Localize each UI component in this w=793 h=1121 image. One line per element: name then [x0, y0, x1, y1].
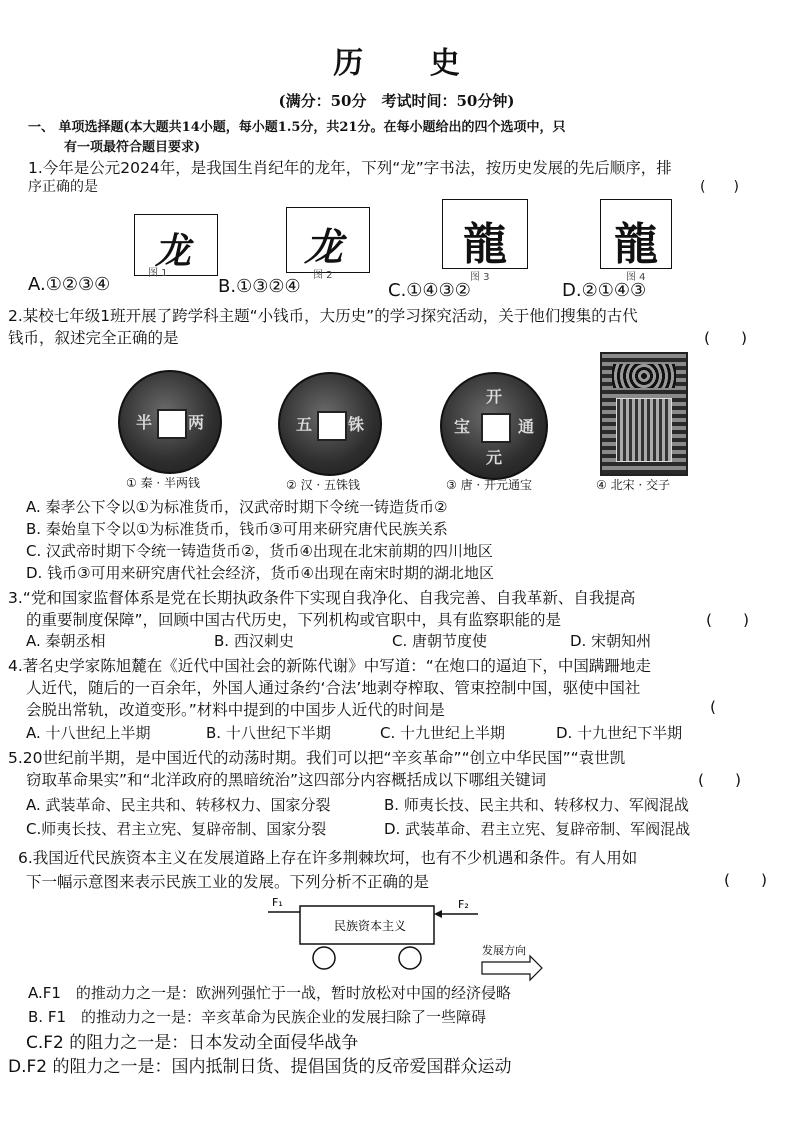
diagram-f1-label: F₁ — [272, 896, 283, 909]
q1-answer-paren: ( ) — [700, 179, 739, 195]
q2-option-b[interactable]: B. 秦始皇下令以①为标准货币，钱币③可用来研究唐代民族关系 — [26, 520, 448, 538]
section-heading-line2: 有一项最符合题目要求) — [64, 140, 201, 155]
diagram-direction-label: 发展方向 — [482, 944, 526, 957]
q6-option-a[interactable]: A.F1 的推动力之一是：欧洲列强忙于一战，暂时放松对中国的经济侵略 — [28, 984, 511, 1002]
q3-option-d[interactable]: D. 宋朝知州 — [570, 632, 652, 650]
coin-banliang-image: 半 两 — [118, 370, 222, 474]
q2-stem-line1: 2.某校七年级1班开展了跨学科主题“小钱币，大历史”的学习探究活动，关于他们搜集的古代 — [8, 307, 638, 325]
q4-stem-line2: 人近代，随后的一百余年，外国人通过条约‘合法’地剥夺榨取、管束控制中国，驱使中国社 — [26, 679, 641, 697]
q3-option-b[interactable]: B. 西汉刺史 — [214, 632, 294, 650]
q2-option-d[interactable]: D. 钱币③可用来研究唐代社会经济，货币④出现在南宋时期的湖北地区 — [26, 564, 494, 582]
q2-option-c[interactable]: C. 汉武帝时期下令统一铸造货币②，货币④出现在北宋前期的四川地区 — [26, 542, 493, 560]
coin-caption-3: ③ 唐 · 开元通宝 — [446, 478, 533, 492]
q1-stem-line2: 序正确的是 — [28, 179, 98, 195]
coin-wuzhu-image: 五 铢 — [278, 372, 382, 476]
q1-figure-4-caption: 图 4 — [626, 272, 646, 283]
jiaozi-paper-money-image — [600, 352, 688, 476]
q4-answer-paren: ( — [710, 698, 717, 716]
q5-option-c[interactable]: C.师夷长技、君主立宪、复辟帝制、国家分裂 — [26, 820, 327, 838]
q4-option-d[interactable]: D. 十九世纪下半期 — [556, 724, 683, 742]
q3-stem-line1: 3.“党和国家监督体系是党在长期执政条件下实现自我净化、自我完善、自我革新、自我提高 — [8, 589, 636, 607]
coin-caption-2: ② 汉 · 五铢钱 — [286, 478, 361, 492]
coin-caption-4: ④ 北宋 · 交子 — [596, 478, 671, 492]
q5-option-b[interactable]: B. 师夷长技、民主共和、转移权力、军阀混战 — [384, 796, 689, 814]
q2-answer-paren: ( ) — [704, 329, 748, 347]
q6-stem-line2: 下一幅示意图来表示民族工业的发展。下列分析不正确的是 — [26, 873, 430, 891]
dragon-glyph-3: 龍 — [463, 219, 507, 270]
direction-arrow — [482, 956, 542, 980]
q4-option-c[interactable]: C. 十九世纪上半期 — [380, 724, 506, 742]
q1-figure-2 — [286, 207, 370, 273]
q4-option-b[interactable]: B. 十八世纪下半期 — [206, 724, 331, 742]
q5-stem-line1: 5.20世纪前半期，是中国近代的动荡时期。我们可以把“辛亥革命”“创立中华民国”“袁世凯 — [8, 749, 626, 767]
q1-option-a[interactable]: A.①②③④ — [28, 274, 111, 295]
f2-arrow-head — [434, 910, 442, 918]
q6-stem-line1: 6.我国近代民族资本主义在发展道路上存在许多荆棘坎坷，也有不少机遇和条件。有人用如 — [18, 849, 638, 867]
q4-stem-line3: 会脱出常轨，改道变形。”材料中提到的中国步人近代的时间是 — [26, 701, 445, 719]
coin-kaiyuan-image: 开 元 通 宝 — [440, 372, 548, 480]
dragon-glyph-1: 龙 — [152, 230, 198, 272]
q6-option-b[interactable]: B. F1 的推动力之一是：辛亥革命为民族企业的发展扫除了一些障碍 — [28, 1008, 487, 1026]
q5-answer-paren: ( ) — [698, 771, 742, 789]
q1-figure-2-caption: 图 2 — [313, 270, 333, 281]
q6-answer-paren: ( ) — [724, 871, 768, 889]
q5-option-a[interactable]: A. 武装革命、民主共和、转移权力、国家分裂 — [26, 796, 331, 814]
q5-option-d[interactable]: D. 武装革命、君主立宪、复辟帝制、军阀混战 — [384, 820, 691, 838]
q3-stem-line2: 的重要制度保障”，回顾中国古代历史，下列机构或官职中，具有监察职能的是 — [26, 611, 562, 629]
q1-stem-line1: 1.今年是公元2024年，是我国生肖纪年的龙年，下列“龙”字书法，按历史发展的先后顺序，排 — [28, 159, 672, 177]
cart-wheel-left — [313, 947, 335, 969]
dragon-glyph-2: 龙 — [301, 224, 353, 269]
q1-option-d[interactable]: D.②①④③ — [562, 280, 647, 301]
q4-stem-line1: 4.著名史学家陈旭麓在《近代中国社会的新陈代谢》中写道：“在炮口的逼迫下，中国蹒跚地走 — [8, 657, 651, 675]
q1-figure-1 — [134, 214, 218, 276]
q6-option-c[interactable]: C.F2 的阻力之一是：日本发动全面侵华战争 — [26, 1033, 359, 1053]
q4-option-a[interactable]: A. 十八世纪上半期 — [26, 724, 151, 742]
diagram-f2-label: F₂ — [458, 898, 469, 911]
coin-caption-1: ① 秦 · 半两钱 — [126, 476, 201, 490]
q3-option-a[interactable]: A. 秦朝丞相 — [26, 632, 106, 650]
q5-stem-line2: 窃取革命果实”和“北洋政府的黑暗统治”这四部分内容概括成以下哪组关键词 — [26, 771, 547, 789]
cart-wheel-right — [399, 947, 421, 969]
q3-answer-paren: ( ) — [706, 611, 750, 629]
q1-figure-3-caption: 图 3 — [470, 272, 490, 283]
diagram-box-label: 民族资本主义 — [334, 919, 407, 933]
q3-option-c[interactable]: C. 唐朝节度使 — [392, 632, 488, 650]
q1-option-c[interactable]: C.①④③② — [388, 280, 471, 301]
q1-figure-1-caption: 图 1 — [148, 268, 168, 279]
exam-info: (满分：50分 考试时间：50分钟) — [278, 92, 515, 110]
page-title: 历 史 — [333, 46, 488, 81]
q6-force-diagram — [260, 892, 550, 982]
q2-option-a[interactable]: A. 秦孝公下令以①为标准货币，汉武帝时期下令统一铸造货币② — [26, 498, 448, 516]
q2-stem-line2: 钱币，叙述完全正确的是 — [8, 329, 179, 347]
q1-figure-3 — [442, 199, 528, 269]
q1-figure-4 — [600, 199, 672, 269]
q1-option-b[interactable]: B.①③②④ — [218, 276, 301, 297]
dragon-glyph-4: 龍 — [614, 219, 658, 270]
q6-option-d[interactable]: D.F2 的阻力之一是：国内抵制日货、提倡国货的反帝爱国群众运动 — [8, 1057, 512, 1077]
section-heading-line1: 一、 单项选择题(本大题共14小题，每小题1.5分，共21分。在每小题给出的四个选项中，只 — [28, 120, 566, 135]
